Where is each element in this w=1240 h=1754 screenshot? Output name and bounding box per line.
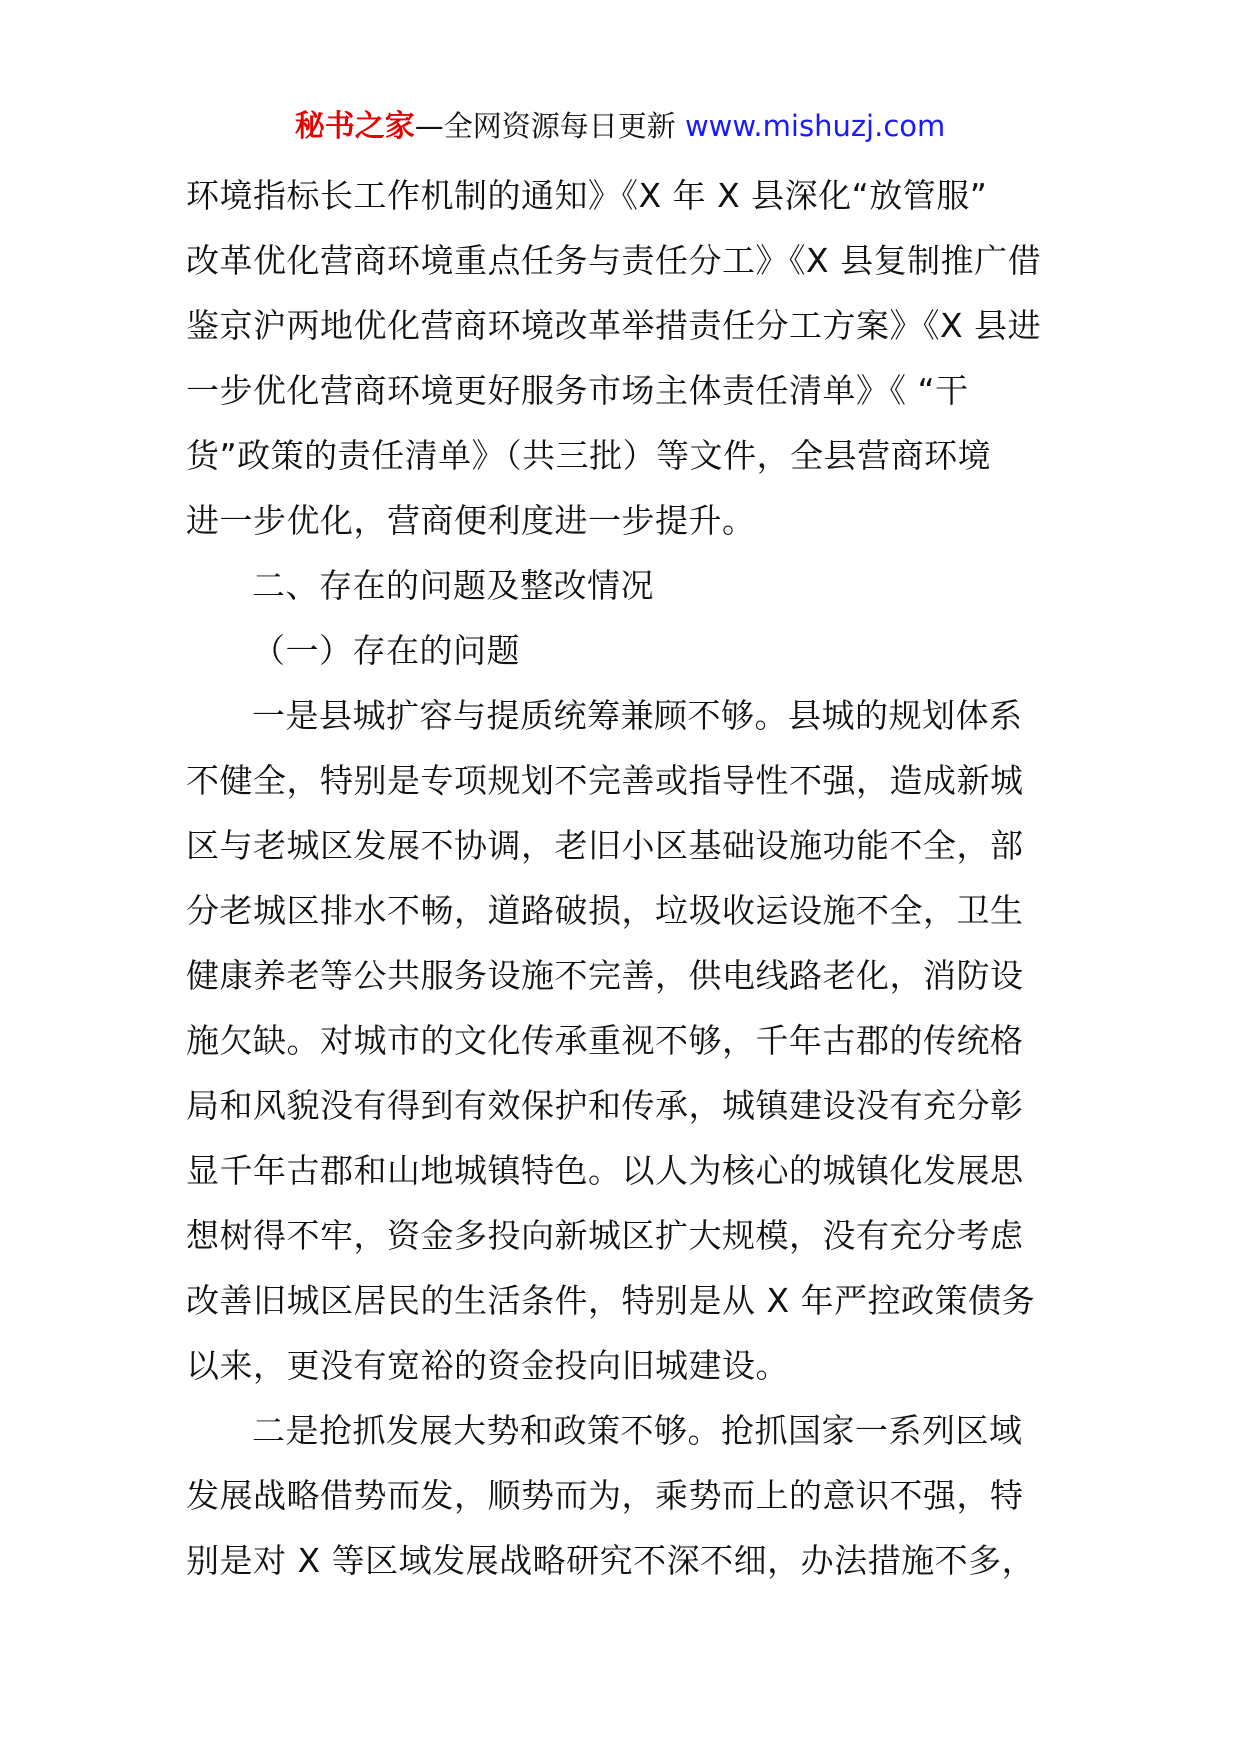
text-line: 货”政策的责任清单》（共三批）等文件，全县营商环境 [186, 436, 992, 475]
text-line: 一是县城扩容与提质统筹兼顾不够。县城的规划体系 [252, 696, 1023, 735]
text-line: 改善旧城区居民的生活条件，特别是从 X 年严控政策债务 [186, 1281, 1036, 1320]
text-line: 显千年古郡和山地城镇特色。以人为核心的城镇化发展思 [186, 1151, 1024, 1190]
text-line: 改革优化营商环境重点任务与责任分工》《X 县复制推广借 [186, 241, 1042, 280]
text-line: （一）存在的问题 [252, 631, 520, 670]
site-brand: 秘书之家 [294, 109, 415, 144]
site-header [0, 98, 1240, 155]
site-tagline: —全网资源每日更新 [414, 109, 685, 143]
text-line: 环境指标长工作机制的通知》《X 年 X 县深化“放管服” [186, 176, 988, 215]
text-line: 想树得不牢，资金多投向新城区扩大规模，没有充分考虑 [186, 1216, 1024, 1255]
text-line: 二是抢抓发展大势和政策不够。抢抓国家一系列区域 [252, 1411, 1023, 1450]
text-line: 进一步优化，营商便利度进一步提升。 [186, 501, 756, 540]
text-line: 一步优化营商环境更好服务市场主体责任清单》《 “干 [186, 371, 969, 410]
text-line: 施欠缺。对城市的文化传承重视不够，千年古郡的传统格 [186, 1021, 1024, 1060]
text-line: 区与老城区发展不协调，老旧小区基础设施功能不全，部 [186, 826, 1024, 865]
text-line: 鉴京沪两地优化营商环境改革举措责任分工方案》《X 县进 [186, 306, 1042, 345]
text-line: 以来，更没有宽裕的资金投向旧城建设。 [186, 1346, 789, 1385]
text-line: 不健全，特别是专项规划不完善或指导性不强，造成新城 [186, 761, 1024, 800]
site-url-link[interactable]: www.mishuzj.com [684, 109, 946, 143]
text-line: 健康养老等公共服务设施不完善，供电线路老化，消防设 [186, 956, 1024, 995]
text-line: 别是对 X 等区域发展战略研究不深不细，办法措施不多， [186, 1541, 1036, 1580]
document-body [186, 163, 1056, 1593]
text-line: 分老城区排水不畅，道路破损，垃圾收运设施不全，卫生 [186, 891, 1024, 930]
text-line: 局和风貌没有得到有效保护和传承，城镇建设没有充分彰 [186, 1086, 1024, 1125]
text-line: 二、存在的问题及整改情况 [252, 566, 654, 605]
text-line: 发展战略借势而发，顺势而为，乘势而上的意识不强，特 [186, 1476, 1024, 1515]
